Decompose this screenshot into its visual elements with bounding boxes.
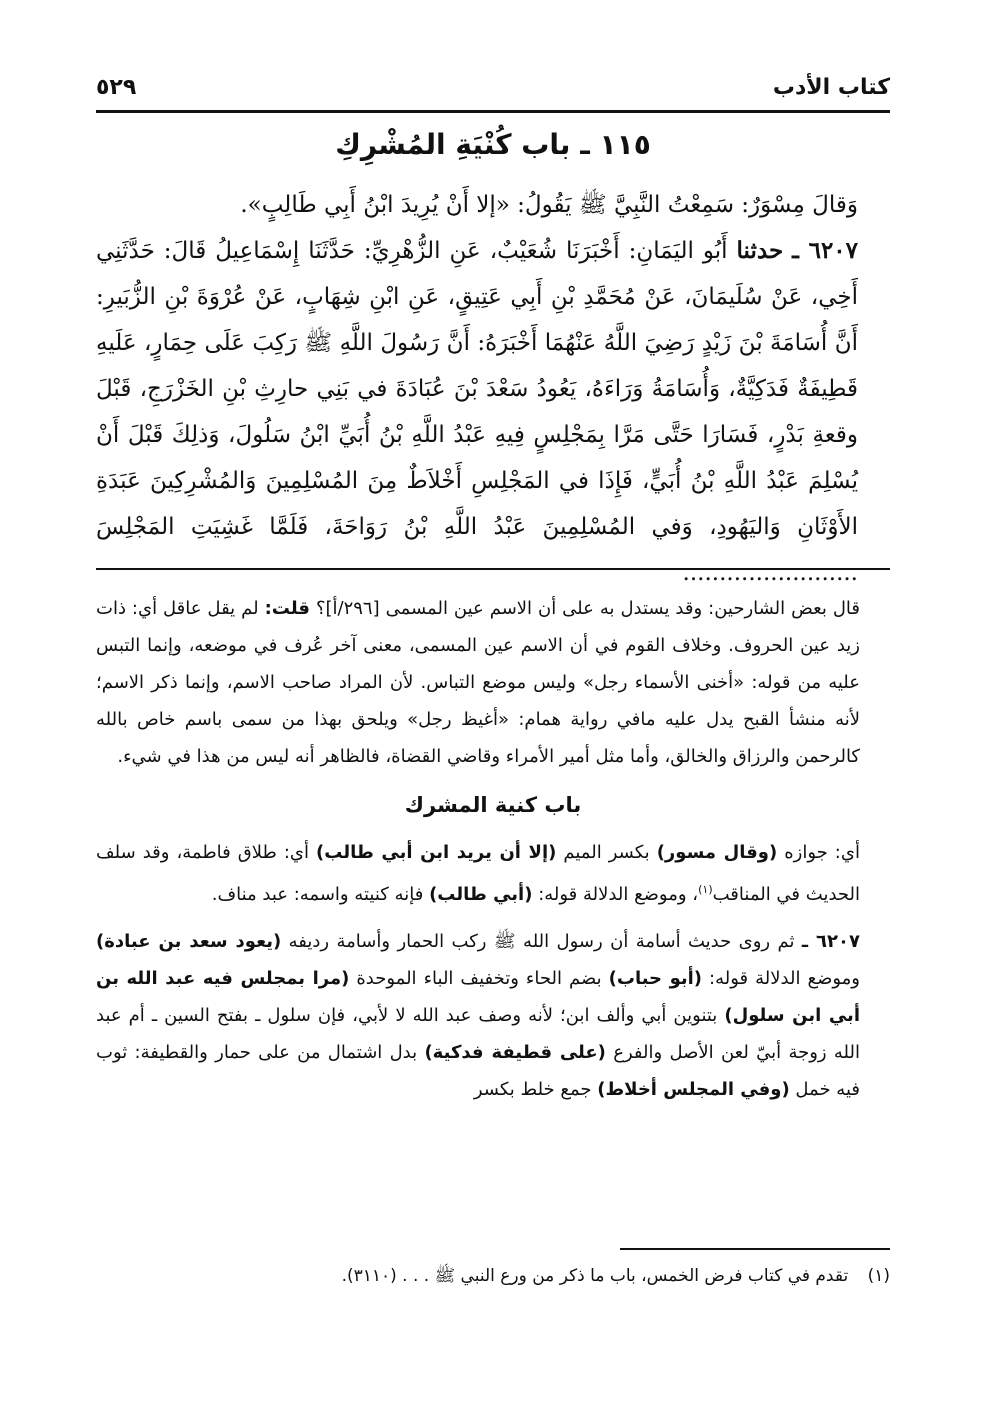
commentary-text: بتنوين أبي وألف ابن؛ لأنه وصف عبد الله لا لأبي، فإن سلول ـ بفتح السين ـ أم عبد الله زوجة أبيّ لعن الأصل والفرع [96,1005,860,1063]
hadith-number: ٦٢٠٧ ـ [792,237,859,264]
commentary-text: بدل اشتمال من على حمار والقطيفة: ثوب فيه خمل [96,1042,860,1100]
commentary-bold: (إلا أن يريد ابن أبي طالب) [316,842,557,863]
footnote-marker: (١) [698,883,713,896]
commentary-bold: (وقال مسور) [656,842,778,863]
hadith-body: أَبُو اليَمَانِ: أَخْبَرَنَا شُعَيْبٌ، عَنِ الزُّهْرِيِّ: حَدَّثَنَا إِسْمَاعِيلُ قَالَ: حَدَّثَنِي أَخِي، عَنْ سُلَيمَانَ، عَنْ مُحَمَّدِ بْنِ أَبِي عَتِيقٍ، عَنِ ابْنِ شِهَابٍ، عَنْ عُرْوَةَ بْنِ الزُّبَيرِ: أَنَّ أُسَامَةَ بْنَ زَيْدٍ رَضِيَ اللَّهُ عَنْهُمَا أَخْبَرَهُ: أَنَّ رَسُولَ اللَّهِ ﷺ رَكِبَ عَلَى حِمَارٍ، عَلَيهِ قَطِيفَةٌ فَدَكِيَّةٌ، وَأُسَامَةُ وَرَاءَهُ، يَعُودُ سَعْدَ بْنَ عُبَادَةَ في بَنِي حارِثِ بْنِ الخَزْرَجِ، قَبْلَ وقعةِ بَدْرٍ، فَسَارَا حَتَّى مَرَّا بِمَجْلِسٍ فِيهِ عَبْدُ اللَّهِ بْنُ أُبَيِّ ابْنُ سَلُولَ، وَذلِكَ قَبْلَ أَنْ يُسْلِمَ عَبْدُ اللَّهِ بْنُ أُبَيٍّ، فَإِذَا في المَجْلِسِ أَخْلاَطٌ مِنَ المُسْلِمِينَ وَالمُشْرِكِينَ عَبَدَةِ الأَوْثَانِ وَاليَهُودِ، وَفي المُسْلِمِينَ عَبْدُ اللَّهِ بْنُ رَوَاحَةَ، فَلَمَّا غَشِيَتِ المَجْلِسَ ........................ [96,238,858,586]
book-title: كتاب الأدب [772,74,890,100]
header-divider [96,110,890,113]
commentary-bold: قلت: [264,598,310,619]
hadith-paragraph [96,228,890,596]
commentary-bold: (أبو حباب) [608,968,703,989]
commentary-text: قال بعض الشارحين: وقد يستدل به على أن الاسم عين المسمى [٢٩٦/أ]؟ [315,598,860,619]
commentary-text: بضم الحاء وتخفيف الباء الموحدة [356,968,602,989]
section-subtitle: باب كنية المشرك [404,793,582,817]
commentary-text: أي: طلاق فاطمة، وقد سلف الحديث في المناقب [96,842,860,905]
commentary-bold: (وفي المجلس أخلاط) [597,1079,790,1100]
footnote [96,1262,890,1290]
page-number: ٥٢٩ [96,74,137,100]
commentary-bold: (يعود سعد بن عبادة) [96,931,282,952]
commentary-text: ثم روى حديث أسامة أن رسول الله ﷺ ركب الحمار وأسامة رديفه [288,931,795,952]
commentary-text: بكسر الميم [563,842,650,863]
footnote-divider [620,1248,890,1250]
hadith-number-commentary: ٦٢٠٧ ـ [801,931,860,952]
commentary-text: ، وموضع الدلالة قوله: [538,884,699,905]
page-header [96,70,890,104]
spacer [96,913,890,923]
commentary-bold: (على قطيفة فدكية) [424,1042,606,1063]
footnote-text: تقدم في كتاب فرض الخمس، باب ما ذكر من ورع النبي ﷺ . . . (٣١١٠). [341,1266,849,1286]
commentary-paragraph-1 [96,590,890,775]
chapter-intro: وَقالَ مِسْوَرٌ: سَمِعْتُ النَّبِيَّ ﷺ يَقُولُ: «إلا أَنْ يُرِيدَ ابْنُ أَبِي طَالِبٍ». [240,192,858,218]
commentary-text: فإنه كنيته واسمه: عبد مناف. [211,884,424,905]
hadith-opening: حدثنا [736,237,784,264]
commentary-bold: (مرا بمجلس فيه عبد الله بن أبي ابن سلول) [96,968,860,1026]
commentary-bold: (أبي طالب) [429,884,533,905]
commentary-block [96,590,890,1108]
main-divider [96,568,890,570]
commentary-paragraph-3 [96,923,890,1108]
commentary-text: لم يقل عاقل أي: ذات زيد عين الحروف. وخلاف القوم في أن الاسم عين المسمى، معنى آخر عُرف في موضعه، وإنما التبس عليه من قوله: «أخنى الأسماء رجل» وليس موضع التباس. لأن المراد صاحب الاسم، وإنما ذكر الاسم؛ لأنه منشأ القبح يدل عليه مافي رواية همام: «أغيظ رجل» ويلحق بهذا من سمى باسم خاص بالله كالرحمن والرزاق والخالق، وأما مثل أمير الأمراء وقاضي القضاة، فالظاهر أنه ليس من هذا في شيء. [96,598,860,767]
commentary-text: أي: جوازه [784,842,860,863]
commentary-paragraph-2 [96,834,890,913]
commentary-text: وموضع الدلالة قوله: [709,968,860,989]
footnote-number: (١) [867,1266,890,1286]
commentary-text: جمع خلط بكسر [473,1079,592,1100]
chapter-title: ١١٥ ـ باب كُنْيَةِ المُشْرِكِ [335,128,651,161]
hadith-text-block [96,182,890,596]
